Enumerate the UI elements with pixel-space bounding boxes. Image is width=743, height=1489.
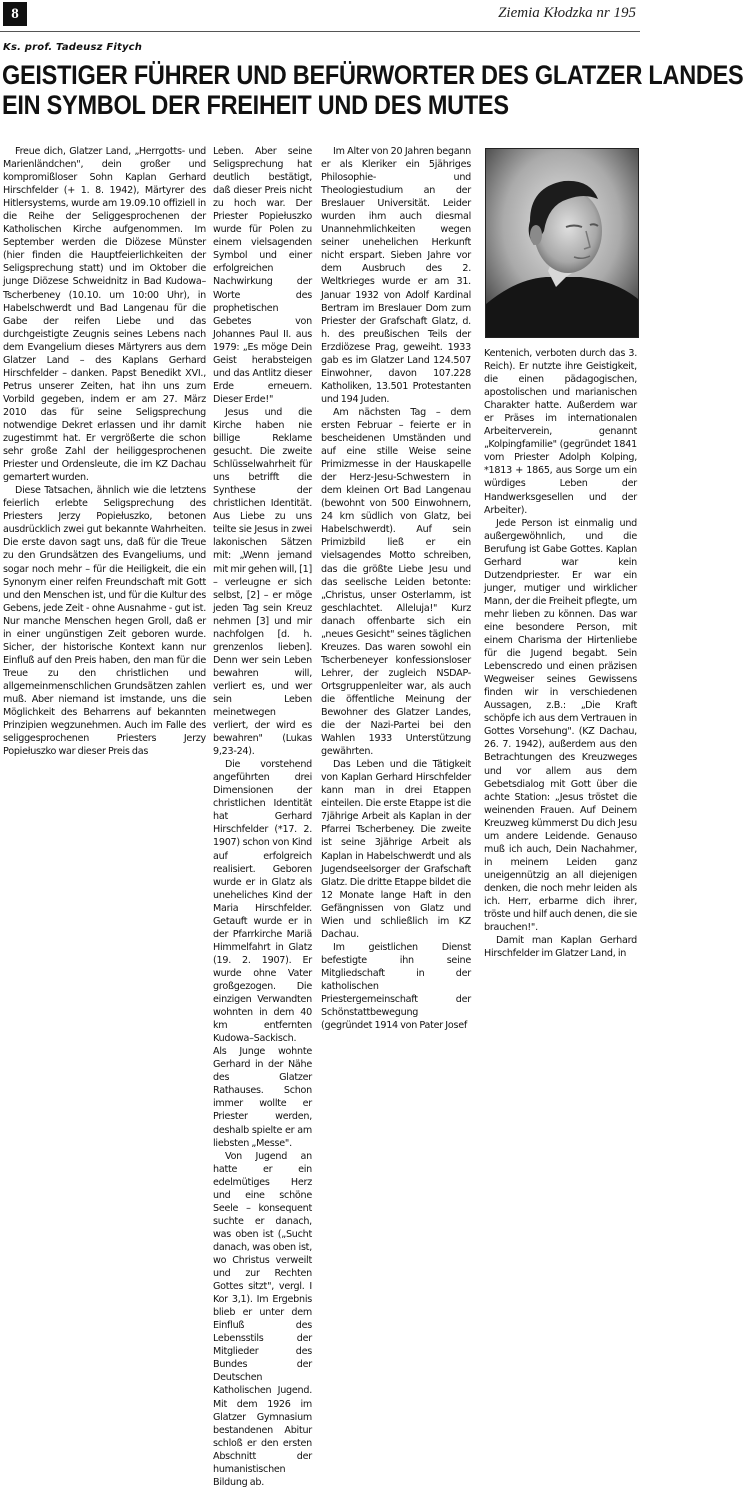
text-column-2 — [213, 145, 312, 1489]
paragraph: Von Jugend an hatte er ein edelmütiges Herz und eine schöne Seele – konsequent suchte er danach, was oben ist („Sucht danach, was oben ist, wo Christus verweilt und zur Rechten Gottes sitzt", vergl. I Kor 3,1). Im Ergebnis blieb er unter dem Einfluß des Lebensstils der Mitglieder des Bundes der Deutschen Katholischen Jugend. Mit dem 1926 im Glatzer Gymnasium bestandenen Abitur schloß er den ersten Abschnitt der humanistischen Bildung ab. — [213, 1150, 312, 1488]
title-line-2: EIN SYMBOL DER FREIHEIT UND DES MUTES — [2, 90, 509, 120]
portrait-photo — [485, 148, 639, 338]
paragraph: Die vorstehend angeführten drei Dimensionen der christlichen Identität hat Gerhard Hirschfelder (*17. 2. 1907) schon von Kind auf erfolgreich realisiert. Geboren wurde er in Glatz als uneheliches Kind der Maria Hirschfelder. Getauft wurde er in der Pfarrkirche Mariä Himmelfahrt in Glatz (19. 2. 1907). Er wurde ohne Vater großgezogen. Die einzigen Verwandten wohnten in dem 40 km entfernten Kudowa–Sackisch. Als Junge wohnte Gerhard in der Nähe des Glatzer Rathauses. Schon immer wollte er Priester werden, deshalb spielte er am liebsten „Messe". — [213, 759, 312, 1149]
paragraph: Freue dich, Glatzer Land, „Herrgotts- und Marienländchen", dein großer und kompromißloser Sohn Kaplan Gerhard Hirschfelder (+ 1. 8. 1942), Märtyrer des Hitlersystems, wurde am 19.09.10 offiziell in die Reihe der Seliggesprochenen der Katholischen Kirche aufgenommen. Im September werden die Diözese Münster (hier finden die Hauptfeierlichkeiten der Seligsprechung statt) und im Oktober die junge Diözese Schweidnitz in Bad Kudowa–Tscherbeney (10.10. um 10:00 Uhr), in Habelschwerdt und Bad Langenau für die Gabe der reifen Liebe und das durchgeistigte Zeugnis seines Lebens nach dem Evangelium dieses Märtyrers aus dem Glatzer Land – des Kaplans Gerhard Hirschfelder – danken. Papst Benedikt XVI., Petrus unserer Zeiten, hat ihn uns zum Vorbild gegeben, indem er am 27. März 2010 das für seine Seligsprechung notwendige Dekret erlassen und ihr damit zugestimmt hat. Er vergrößerte die schon sehr große Zahl der heiliggesprochenen Priester und Ordensleute, die im KZ Dachau gemartert wurden. — [3, 146, 206, 484]
title-line-1: GEISTIGER FÜHRER UND BEFÜRWORTER DES GLATZER LANDES — [2, 60, 743, 90]
paragraph: Am nächsten Tag – dem ersten Februar – feierte er in bescheidenen Umständen und auf eine stille Weise seine Primizmesse in der Hauskapelle der Herz-Jesu-Schwestern in dem kleinen Ort Bad Langenau (bewohnt von 500 Einwohnern, 24 km südlich von Glatz, bei Habelschwerdt). Auf sein Primizbild ließ er ein vielsagendes Motto schreiben, das die größte Liebe Jesu und das seelische Leiden betonte: „Christus, unser Osterlamm, ist geschlachtet. Alleluja!" Kurz danach offenbarte sich ein „neues Gesicht" seines täglichen Kreuzes. Das waren sowohl ein Tscherbeneyer konfessionsloser Lehrer, der zugleich NSDAP-Ortsgruppenleiter war, als auch die öffentliche Meinung der Bewohner des Glatzer Landes, die der Nazi-Partei bei den Wahlen 1933 Unterstützung gewährten. — [321, 406, 471, 758]
page-header — [0, 0, 640, 32]
paragraph: Kentenich, verboten durch das 3. Reich). Er nutzte ihre Geistigkeit, die einen pädagogischen, apostolischen und marianischen Charakter hatte. Außerdem war er Präses im internationalen Arbeiterverein, genannt „Kolpingfamilie" (gegründet 1841 vom Priester Adolph Kolping, *1813 + 1865, aus Sorge um ein würdiges Leben der Handwerksgesellen und der Arbeiter). — [484, 348, 637, 516]
paragraph: Leben. Aber seine Seligsprechung hat deutlich bestätigt, daß dieser Preis nicht zu hoch war. Der Priester Popiełuszko wurde für Polen zu einem vielsagenden Symbol und einer erfolgreichen Nachwirkung der Worte des prophetischen Gebetes von Johannes Paul II. aus 1979: „Es möge Dein Geist herabsteigen und das Antlitz dieser Erde erneuern. Dieser Erde!" — [213, 146, 312, 405]
article-author: Ks. prof. Tadeusz Fitych — [3, 42, 143, 53]
paragraph: Damit man Kaplan Gerhard Hirschfelder im Glatzer Land, in — [484, 935, 637, 960]
text-column-1 — [3, 145, 206, 758]
paragraph: Das Leben und die Tätigkeit von Kaplan Gerhard Hirschfelder kann man in drei Etappen einteilen. Die erste Etappe ist die 7jährige Arbeit als Kaplan in der Pfarrei Tscherbeney. Die zweite ist seine 3jährige Arbeit als Kaplan in Habelschwerdt und als Jugendseelsorger der Grafschaft Glatz. Die dritte Etappe bildet die 12 Monate lange Haft in den Gefängnissen von Glatz und Wien und schließlich im KZ Dachau. — [321, 759, 471, 940]
text-column-3 — [321, 145, 471, 1032]
portrait-image — [486, 149, 638, 337]
header-rule — [0, 31, 640, 32]
paragraph: Im geistlichen Dienst befestigte ihn seine Mitgliedschaft in der katholischen Priestergemeinschaft der Schönstattbewegung (gegründet 1914 von Pater Josef — [321, 941, 471, 1032]
page-number: 8 — [3, 2, 27, 26]
text-column-4 — [484, 347, 637, 960]
paragraph: Im Alter von 20 Jahren begann er als Kleriker ein 5jähriges Philosophie- und Theologiestudium an der Breslauer Universität. Leider wurden ihm auch diesmal Unannehmlichkeiten wegen seiner unehelichen Herkunft nicht erspart. Sieben Jahre vor dem Ausbruch des 2. Weltkrieges wurde er am 31. Januar 1932 von Adolf Kardinal Bertram im Breslauer Dom zum Priester der Grafschaft Glatz, d. h. des preußischen Teils der Erzdiözese Prag, geweiht. 1933 gab es im Glatzer Land 124.507 Einwohner, davon 107.228 Katholiken, 13.501 Protestanten und 194 Juden. — [321, 146, 471, 405]
paragraph: Jede Person ist einmalig und außergewöhnlich, und die Berufung ist Gabe Gottes. Kaplan Gerhard war kein Dutzendpriester. Er war ein junger, mutiger und wirklicher Mann, der die Freiheit pflegte, um mehr lieben zu können. Das war eine besondere Person, mit einem Charisma der Hirtenliebe für die Jugend begabt. Sein Lebenscredo und einen präzisen Wegweiser seines Gewissens finden wir in verschiedenen Aussagen, z.B.: „Die Kraft schöpfe ich aus dem Vertrauen in Gottes Vorsehung". (KZ Dachau, 26. 7. 1942), außerdem aus den Betrachtungen des Kreuzweges und vor allem aus dem Gebetsdialog mit Gott über die achte Station: „Jesus tröstet die weinenden Frauen. Auf Deinem Kreuzweg kümmerst Du dich Jesu um andere Leidende. Genauso muß ich auch, Dein Nachahmer, in meinem Leiden ganz uneigennützig an all diejenigen denken, die noch mehr leiden als ich. Herr, erbarme dich ihrer, tröste und hilf auch denen, die sie brauchen!". — [484, 517, 637, 934]
paragraph: Diese Tatsachen, ähnlich wie die letztens feierlich erlebte Seligsprechung des Priesters Jerzy Popiełuszko, betonen ausdrücklich zwei gut bekannte Wahrheiten. Die erste davon sagt uns, daß für die Treue zu den Grundsätzen des Evangeliums, und sogar noch mehr – für die Heiligkeit, die ein Synonym einer reifen Freundschaft mit Gott und den Menschen ist, und für die Kultur des Gebens, jede Zeit - ohne Ausnahme - gut ist. Nur manche Menschen hegen Groll, daß er in einer ungünstigen Zeit geboren wurde. Sicher, der historische Kontext kann nur Einfluß auf den Preis haben, den man für die Treue zu den christlichen und allgemeinmenschlichen Grundsätzen zahlen muß. Aber niemand ist imstande, uns die Möglichkeit des Beharrens auf bekannten Prinzipien wegzunehmen. Auch im Falle des seliggesprochenen Priesters Jerzy Popiełuszko war dieser Preis das — [3, 485, 206, 758]
article-title — [2, 60, 743, 120]
journal-title: Ziemia Kłodzka nr 195 — [498, 5, 636, 21]
paragraph: Jesus und die Kirche haben nie billige Reklame gesucht. Die zweite Schlüsselwahrheit für uns betrifft die Synthese der christlichen Identität. Aus Liebe zu uns teilte sie Jesus in zwei lakonischen Sätzen mit: „Wenn jemand mit mir gehen will, [1] – verleugne er sich selbst, [2] – er möge jeden Tag sein Kreuz nehmen [3] und mir nachfolgen [d. h. grenzenlos lieben]. Denn wer sein Leben bewahren will, verliert es, und wer sein Leben meinetwegen verliert, der wird es bewahren" (Lukas 9,23-24). — [213, 406, 312, 758]
